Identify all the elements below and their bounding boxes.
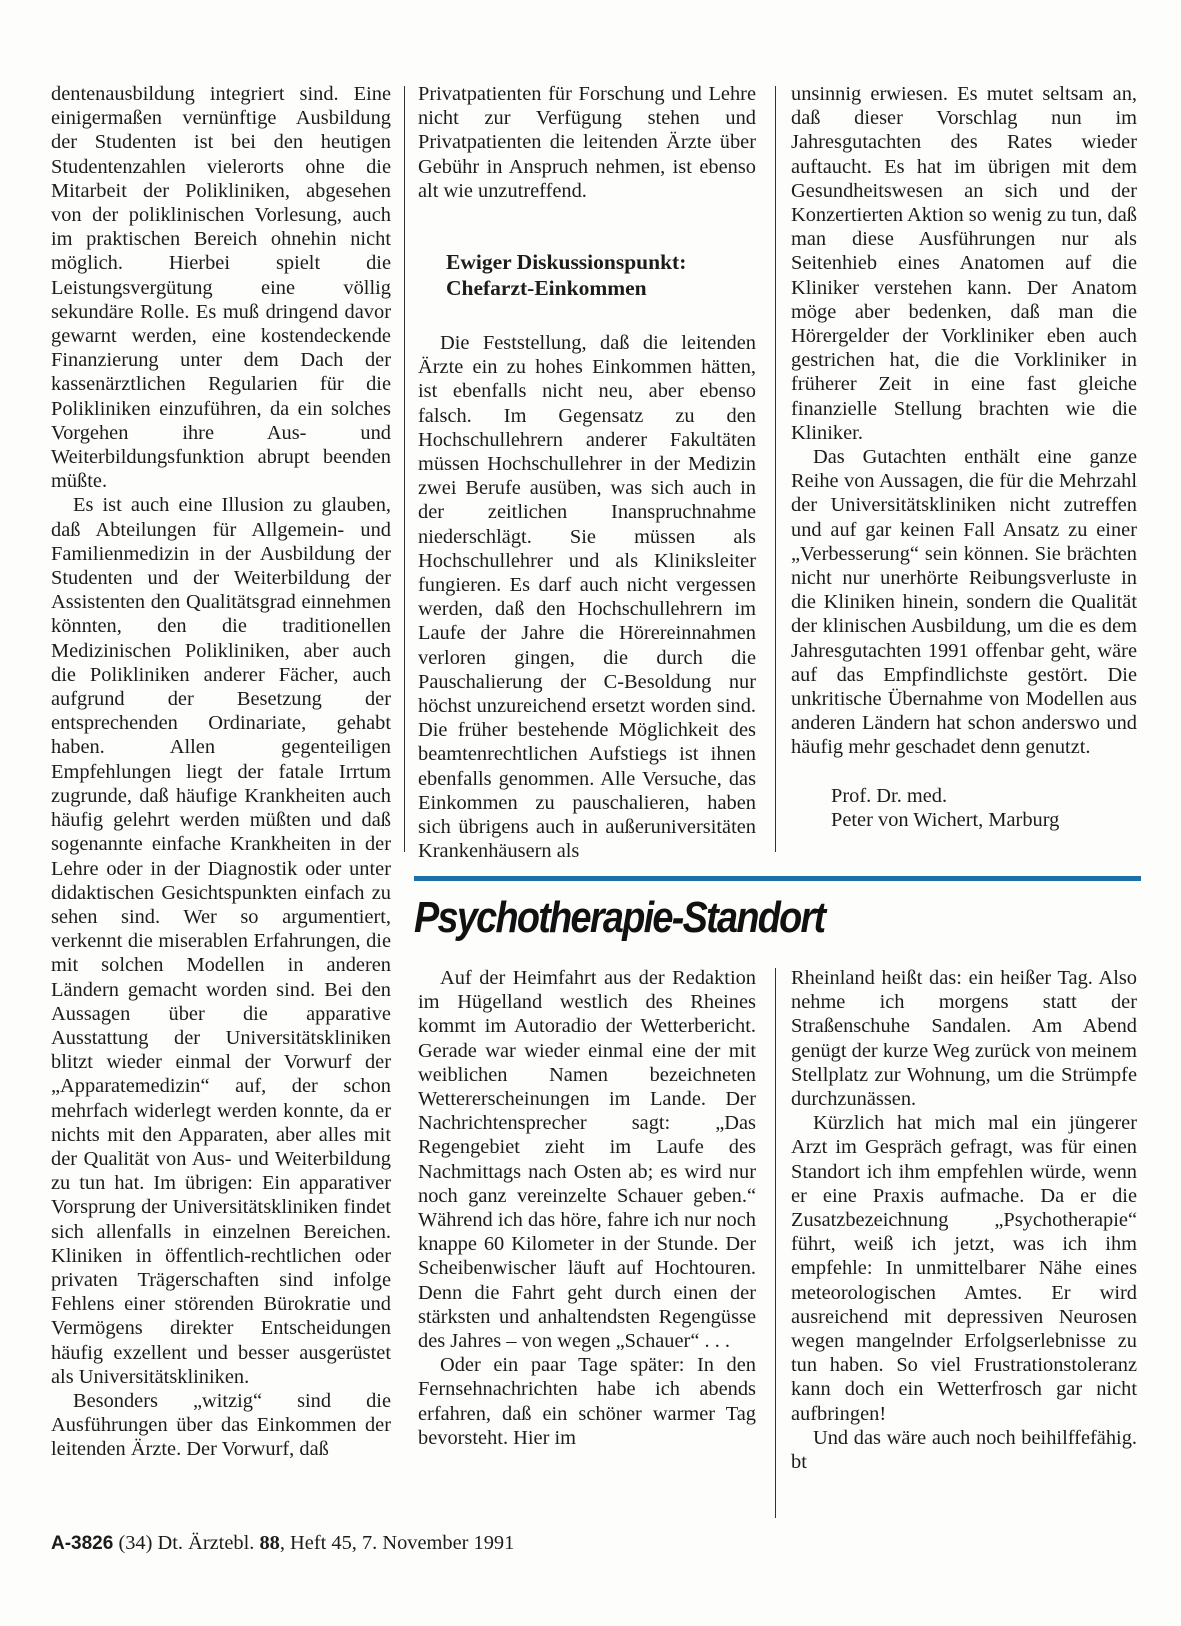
paragraph	[791, 1426, 1137, 1474]
column-a	[51, 82, 391, 1462]
paragraph: Es ist auch eine Illusion zu glauben, daß Abteilungen für Allgemein- und Familienmedizin in der Ausbildung der Studenten und der Weiterbildung der Assistenten den Qualitätsgrad einnehmen könnten, den die traditionellen Medizinischen Polikliniken, aber auch die Polikliniken anderer Fächer, auch aufgrund der Besetzung der entsprechenden Ordinariate, gehabt haben. Allen gegenteiligen Empfehlungen liegt der fatale Irrtum zugrunde, daß häufige Krankheiten auch häufig gelehrt werden müßten und daß sogenannte einfache Krankheiten in der Lehre oder in der Diagnostik oder unter didaktischen Gesichtspunkten einfach zu sehen sind. Wer so argumentiert, verkennt die miserablen Erfahrungen, die mit solchen Modellen in anderen Ländern gemacht worden sind. Bei den Aussagen über die apparative Ausstattung der Universitätskliniken blitzt wieder einmal der Vorwurf der „Apparatemedizin“ auf, der schon mehrfach widerlegt werden konnte, da er nichts mit den Apparaten, aber alles mit der Qualität von Aus- und Weiterbildung zu tun hat. Im übrigen: Ein apparativer Vorsprung der Universitätskliniken findet sich allenfalls in einzelnen Bereichen. Kliniken in öffentlich-rechtlichen oder privaten Trägerschaften sind infolge Fehlens einer störenden Bürokratie und Vermögens direkter Entscheidungen häufig exzellent und besser ausgerüstet als Universitätskliniken.	[51, 494, 391, 1388]
column-divider	[775, 968, 776, 1518]
author-signature	[791, 784, 1137, 832]
page-footer	[51, 1531, 514, 1556]
column-divider	[775, 86, 776, 852]
column-e	[791, 966, 1137, 1474]
paragraph: dentenausbildung integriert sind. Eine einigermaßen vernünftige Ausbildung der Studenten ist bei den heutigen Studentenzahlen vielerorts ohne die Mitarbeit der Polikliniken, abgesehen von der poliklinischen Vorlesung, auch im praktischen Bereich ohnehin nicht möglich. Hierbei spielt die Leistungsvergütung eine völlig sekundäre Rolle. Es muß dringend davor gewarnt werden, eine kostendeckende Finanzierung unter dem Dach der kassenärztlichen Regularien für die Polikliniken einzuführen, da ein solches Vorgehen ihre Aus- und Weiterbildungsfunktion abrupt beenden müßte.	[51, 83, 391, 493]
signature-title: Prof. Dr. med.	[831, 784, 948, 807]
paragraph: unsinnig erwiesen. Es mutet seltsam an, daß dieser Vorschlag nun im Jahresgutachten des Rates wieder auftaucht. Es hat im übrigen mit dem Gesundheitswesen an sich und der Konzertierten Aktion so wenig zu tun, daß man diese Ausführungen nur als Seitenhieb eines Anatomen auf die Kliniker verstehen kann. Der Anatom möge aber bedenken, daß man die Hörergelder der Vorkliniker eben auch gestrichen hat, die die Vorkliniker in früherer Zeit in eine fast gleiche finanzielle Stellung brachten wie die Kliniker.	[791, 83, 1137, 444]
column-d	[418, 966, 756, 1450]
column-divider	[404, 86, 405, 852]
paragraph: Das Gutachten enthält eine ganze Reihe von Aussagen, die für die Mehrzahl der Universitätskliniken nicht zutreffen und auf gar keinen Fall Ansatz zu einer „Verbesserung“ sein können. Sie brächten nicht nur unerhörte Reibungsverluste in die Kliniken hinein, sondern die Qualität der klinischen Ausbildung, um die es dem Jahresgutachten 1991 offenbar geht, wäre auf das Empfindlichste gestört. Die unkritische Übernahme von Modellen aus anderen Ländern hat schon anderswo und häufig mehr geschadet denn genutzt.	[791, 446, 1137, 759]
paragraph: Kürzlich hat mich mal ein jüngerer Arzt im Gespräch gefragt, was für einen Standort ich ihm empfehlen würde, wenn er eine Praxis aufmache. Da er die Zusatzbezeichnung „Psychotherapie“ führt, weiß ich jetzt, was ich ihm empfehle: In unmittelbarer Nähe eines meteorologischen Amtes. Er wird ausreichend mit depressiven Neurosen wegen mangelnder Erfolgserlebnisse zu tun haben. So viel Frustrationstoleranz kann doch ein Wetterfrosch gar nicht aufbringen!	[791, 1112, 1137, 1425]
volume-number: 88	[259, 1532, 280, 1554]
paragraph: Privatpatienten für Forschung und Lehre nicht zur Verfügung stehen und Privatpatienten die leitenden Ärzte über Gebühr in Anspruch nehmen, ist ebenso alt wie unzutreffend.	[418, 83, 756, 202]
subheading	[446, 249, 756, 301]
closing-text: Und das wäre auch noch beihilffefähig.	[813, 1426, 1137, 1449]
signature-name: Peter von Wichert, Marburg	[831, 808, 1060, 831]
column-c	[791, 82, 1137, 832]
subheading-line: Chefarzt-Einkommen	[446, 276, 647, 301]
paragraph: Oder ein paar Tage später: In den Fernsehnachrichten habe ich abends erfahren, daß ein schöner warmer Tag bevorsteht. Hier im	[418, 1354, 756, 1449]
article-headline: Psychotherapie-Standort	[414, 893, 825, 942]
citation-prefix: (34) Dt. Ärztebl.	[118, 1532, 255, 1554]
paragraph: Die Feststellung, daß die leitenden Ärzte ein zu hohes Einkommen hätten, ist ebenfalls nicht neu, aber ebenso falsch. Im Gegensatz zu den Hochschullehrern anderer Fakultäten müssen Hochschullehrer in der Medizin zwei Berufe ausüben, was sich auch in der zeitlichen Inanspruchnahme niederschlägt. Sie müssen als Hochschullehrer und als Kliniksleiter fungieren. Es darf auch nicht vergessen werden, daß den Hochschullehrern im Laufe der Jahre die Hörereinnahmen verloren gingen, die durch die Pauschalierung der C-Besoldung nur höchst unzureichend ersetzt worden sind. Die früher bestehende Möglichkeit des beamtenrechtlichen Aufstiegs ist ihnen ebenfalls genommen. Alle Versuche, das Einkommen zu pauschalieren, haben sich übrigens auch in außeruniversitäten Krankenhäusern als	[418, 332, 756, 863]
citation-suffix: , Heft 45, 7. November 1991	[279, 1532, 515, 1554]
author-initials: bt	[791, 1451, 807, 1474]
section-rule	[414, 876, 1141, 881]
column-b	[418, 82, 756, 863]
paragraph: Auf der Heimfahrt aus der Redaktion im Hügelland westlich des Rheines kommt im Autoradio der Wetterbericht. Gerade war wieder einmal eine der mit weiblichen Namen bezeichneten Wettererscheinungen im Lande. Der Nachrichtensprecher sagt: „Das Regengebiet zieht im Laufe des Nachmittags nach Osten ab; es wird nur noch ganz vereinzelte Schauer geben.“ Während ich das höre, fahre ich nur noch knappe 60 Kilometer in der Stunde. Der Scheibenwischer läuft auf Hochtouren. Denn die Fahrt geht durch einen der stärksten und anhaltendsten Regengüsse des Jahres – von wegen „Schauer“ . . .	[418, 967, 756, 1353]
page-code: A-3826	[51, 1533, 114, 1554]
subheading-line: Ewiger Diskussionspunkt:	[446, 250, 687, 275]
paragraph: Rheinland heißt das: ein heißer Tag. Also nehme ich morgens statt der Straßenschuhe Sandalen. Am Abend genügt der kurze Weg zurück von meinem Stellplatz zur Wohnung, um die Strümpfe durchzunässen.	[791, 967, 1137, 1111]
paragraph: Besonders „witzig“ sind die Ausführungen über das Einkommen der leitenden Ärzte. Der Vorwurf, daß	[51, 1389, 391, 1461]
